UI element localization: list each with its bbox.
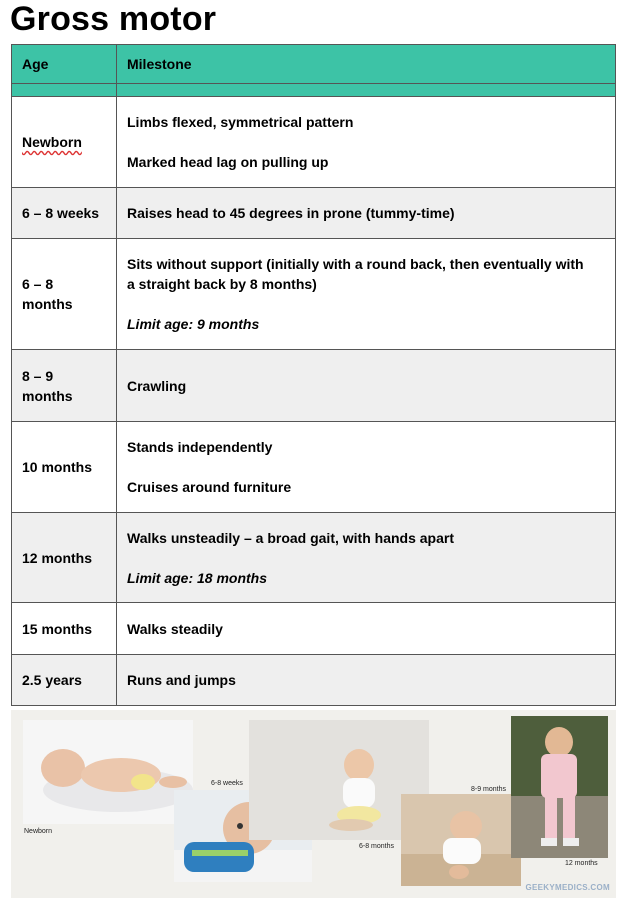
header-band — [12, 84, 616, 97]
milestone-cell — [117, 239, 616, 350]
newborn-photo — [23, 720, 193, 824]
milestone-line: Raises head to 45 degrees in prone (tummy-time) — [127, 205, 455, 221]
age-cell: 15 months — [12, 603, 117, 655]
table-row — [12, 422, 616, 513]
caption-8-9-months: 8-9 months — [471, 786, 507, 793]
milestone-line: Walks steadily — [127, 620, 223, 637]
milestone-cell — [117, 655, 616, 706]
table-row — [12, 97, 616, 188]
table-row — [12, 603, 616, 655]
milestones-table — [11, 44, 616, 706]
crawling-baby-photo — [401, 794, 521, 886]
age-cell: 12 months — [12, 513, 117, 603]
milestone-line: Sits without support (initially with a round back, then eventually with — [127, 256, 584, 272]
milestone-cell — [117, 422, 616, 513]
limit-age: Limit age: 9 months — [127, 316, 260, 332]
milestone-line: Walks unsteadily – a broad gait, with hands apart — [127, 529, 454, 546]
header-age: Age — [12, 45, 117, 84]
age-cell: 8 – 9 months — [12, 350, 117, 422]
brand-watermark: GEEKYMEDICS.COM — [525, 883, 610, 892]
milestone-line: Cruises around furniture — [127, 479, 292, 495]
milestone-cell — [117, 603, 616, 655]
milestone-cell — [117, 513, 616, 603]
caption-6-8-months: 6-8 months — [359, 843, 395, 850]
milestone-cell — [117, 188, 616, 239]
table-row — [12, 188, 616, 239]
age-cell: 6 – 8 weeks — [12, 188, 117, 239]
age-cell: 10 months — [12, 422, 117, 513]
milestone-line: Runs and jumps — [127, 672, 236, 688]
table-row — [12, 350, 616, 422]
milestone-line: Crawling — [127, 377, 187, 394]
table-row — [12, 655, 616, 706]
milestone-line: a straight back by 8 months) — [127, 276, 317, 292]
header-milestone: Milestone — [117, 45, 616, 84]
milestone-line: Limbs flexed, symmetrical pattern — [127, 114, 354, 130]
table-row — [12, 239, 616, 350]
baby-photo-collage — [11, 710, 616, 898]
standing-baby-photo — [511, 716, 608, 858]
table-header-row — [12, 45, 616, 84]
age-cell: Newborn — [22, 134, 82, 150]
caption-newborn: Newborn — [24, 828, 53, 835]
milestone-line: Marked head lag on pulling up — [127, 154, 329, 170]
milestone-cell — [117, 97, 616, 188]
age-cell: 2.5 years — [12, 655, 117, 706]
caption-12-months: 12 months — [565, 860, 598, 867]
milestone-line: Stands independently — [127, 439, 273, 455]
limit-age: Limit age: 18 months — [127, 569, 268, 586]
table-row — [12, 513, 616, 603]
age-cell: 6 – 8 months — [12, 239, 117, 350]
caption-6-8-weeks: 6-8 weeks — [211, 780, 243, 787]
milestone-cell — [117, 350, 616, 422]
page-title: Gross motor — [10, 0, 217, 38]
